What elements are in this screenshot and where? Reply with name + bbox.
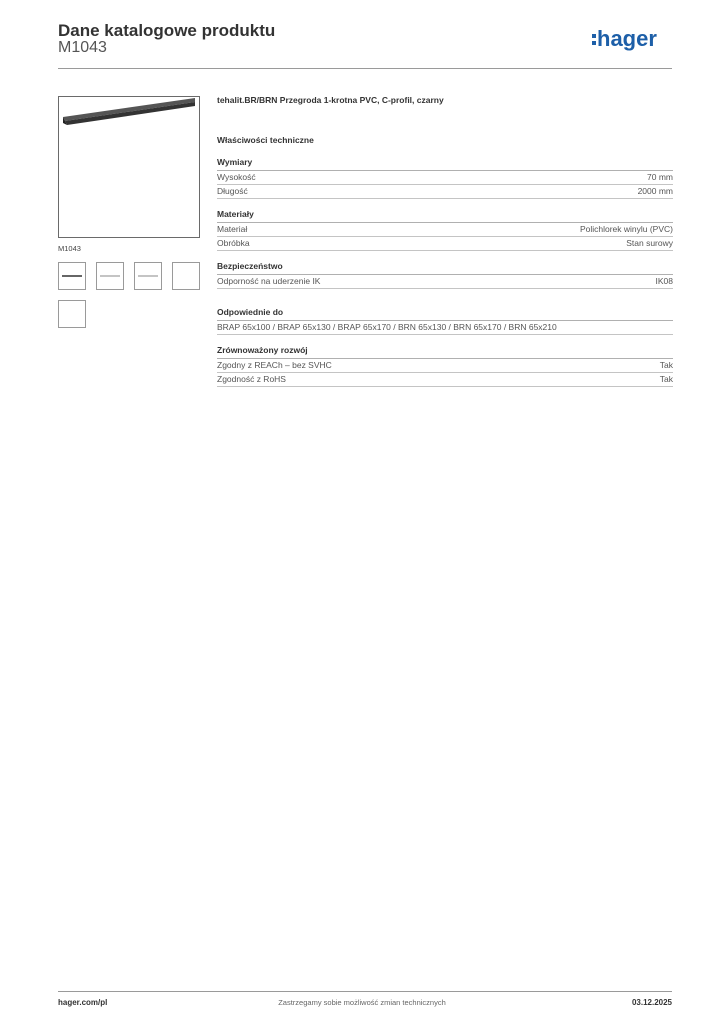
property-value: 2000 mm xyxy=(637,186,673,196)
property-label: Odporność na uderzenie IK xyxy=(217,276,321,286)
property-row xyxy=(217,185,673,199)
thumbnail-5[interactable] xyxy=(58,300,86,328)
section-heading: Wymiary xyxy=(217,157,673,171)
compatible-products: BRAP 65x100 / BRAP 65x130 / BRAP 65x170 / BRN 65x130 / BRN 65x170 / BRN 65x210 xyxy=(217,321,673,335)
section-dimensions xyxy=(217,157,673,199)
header-divider xyxy=(58,68,672,69)
product-details xyxy=(217,95,673,397)
footer-date: 03.12.2025 xyxy=(631,998,672,1007)
thumbnail-2[interactable] xyxy=(96,262,124,290)
property-label: Zgodność z RoHS xyxy=(217,374,286,384)
product-title: tehalit.BR/BRN Przegroda 1-krotna PVC, C-profil, czarny xyxy=(217,95,444,105)
image-caption: M1043 xyxy=(58,244,81,253)
property-value: 70 mm xyxy=(647,172,673,182)
section-heading: Odpowiednie do xyxy=(217,307,673,321)
property-value: Tak xyxy=(659,374,673,384)
profile-thumbnail-icon xyxy=(97,263,123,289)
section-safety xyxy=(217,261,673,289)
hager-logo xyxy=(591,26,675,58)
property-label: Wysokość xyxy=(217,172,256,182)
section-sustainability xyxy=(217,345,673,387)
property-row xyxy=(217,237,673,251)
footer-website-link[interactable]: hager.com/pl xyxy=(58,998,108,1007)
property-label: Długość xyxy=(217,186,248,196)
property-label: Obróbka xyxy=(217,238,250,248)
property-value: Polichlorek winylu (PVC) xyxy=(579,224,673,234)
property-value: IK08 xyxy=(655,276,673,286)
section-heading: Zrównoważony rozwój xyxy=(217,345,673,359)
property-label: Materiał xyxy=(217,224,248,234)
property-value: Stan surowy xyxy=(626,238,673,248)
thumbnail-1[interactable] xyxy=(58,262,86,290)
properties-heading: Właściwości techniczne xyxy=(217,135,314,145)
product-profile-drawing xyxy=(59,97,199,237)
property-row xyxy=(217,223,673,237)
property-value: Tak xyxy=(659,360,673,370)
product-code: M1043 xyxy=(58,39,107,56)
property-row xyxy=(217,275,673,289)
property-label: Zgodny z REACh – bez SVHC xyxy=(217,360,332,370)
product-image xyxy=(58,96,200,238)
section-compatible xyxy=(217,307,673,335)
property-row xyxy=(217,171,673,185)
footer-disclaimer: Zastrzegamy sobie możliwość zmian technicznych xyxy=(278,998,446,1007)
document-title: Dane katalogowe produktu xyxy=(58,21,276,40)
section-heading: Materiały xyxy=(217,209,673,223)
hager-logo-mark xyxy=(591,26,675,58)
logo-text: hager xyxy=(597,26,657,51)
property-row xyxy=(217,359,673,373)
thumbnail-3[interactable] xyxy=(134,262,162,290)
section-materials xyxy=(217,209,673,251)
thumbnail-4[interactable] xyxy=(172,262,200,290)
footer-divider xyxy=(58,991,672,992)
section-heading: Bezpieczeństwo xyxy=(217,261,673,275)
profile-thumbnail-icon xyxy=(135,263,161,289)
profile-thumbnail-icon xyxy=(59,263,85,289)
property-row xyxy=(217,373,673,387)
